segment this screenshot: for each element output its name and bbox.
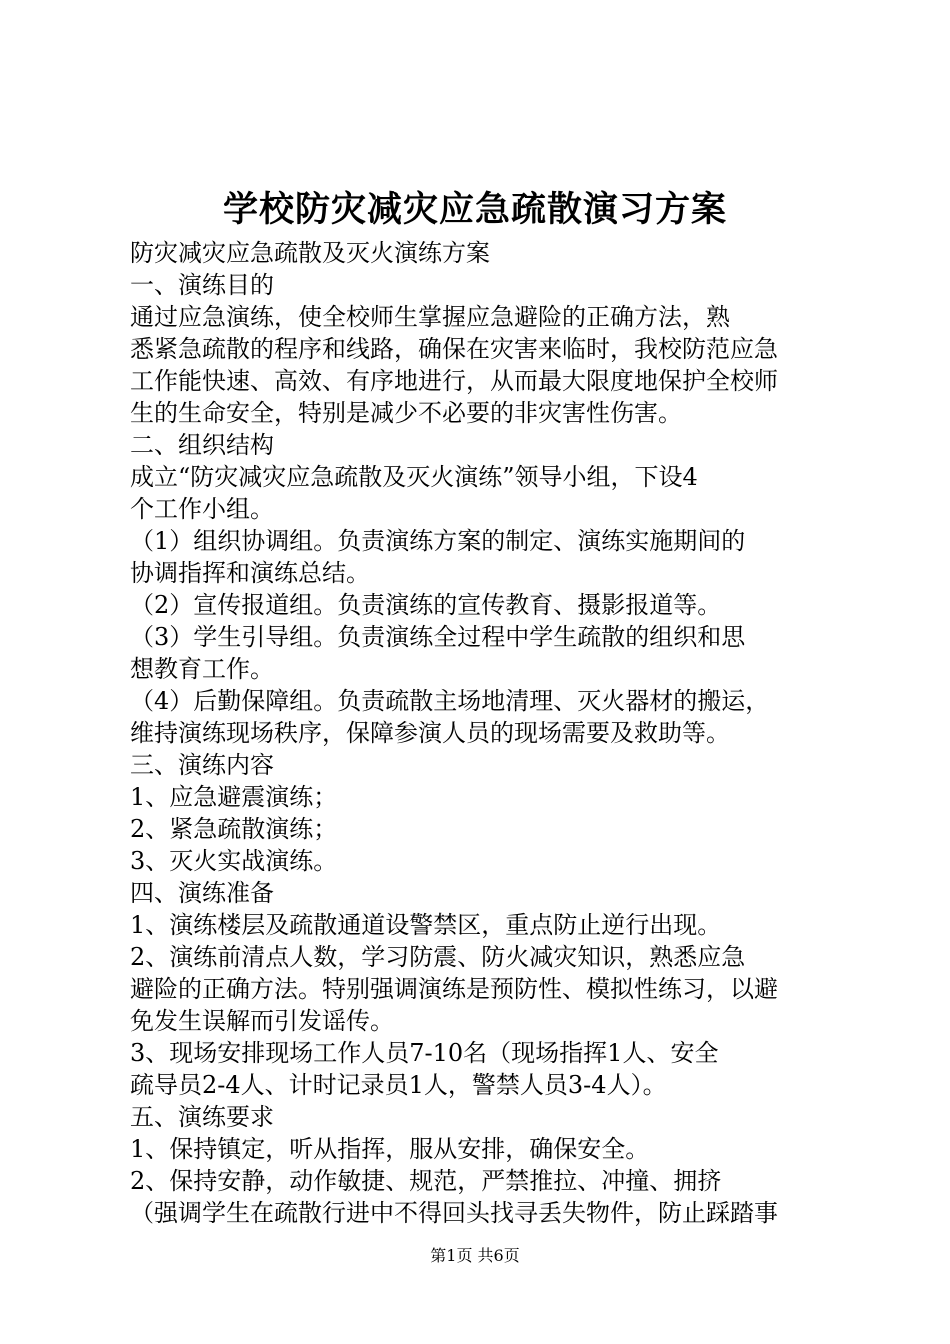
paragraph-line: 防灾减灾应急疏散及灭火演练方案 bbox=[130, 239, 490, 267]
paragraph-line: 1、应急避震演练； bbox=[130, 783, 338, 811]
paragraph-line: 2、保持安静，动作敏捷、规范，严禁推拉、冲撞、拥挤 bbox=[130, 1167, 722, 1195]
paragraph-line: （1）组织协调组。负责演练方案的制定、演练实施期间的 bbox=[130, 527, 746, 555]
paragraph-line: 3、现场安排现场工作人员7-10名（现场指挥1人、安全 bbox=[130, 1039, 719, 1067]
paragraph-line: 维持演练现场秩序，保障参演人员的现场需要及救助等。 bbox=[130, 719, 730, 747]
paragraph-line: 2、演练前清点人数，学习防震、防火减灾知识，熟悉应急 bbox=[130, 943, 746, 971]
paragraph-line: 四、演练准备 bbox=[130, 879, 274, 907]
paragraph-line: 通过应急演练，使全校师生掌握应急避险的正确方法，熟 bbox=[130, 303, 730, 331]
paragraph-line: 成立“防灾减灾应急疏散及灭火演练”领导小组，下设4 bbox=[130, 463, 698, 491]
paragraph-line: （3）学生引导组。负责演练全过程中学生疏散的组织和思 bbox=[130, 623, 746, 651]
paragraph-line: 一、演练目的 bbox=[130, 271, 274, 299]
paragraph-line: 生的生命安全，特别是减少不必要的非灾害性伤害。 bbox=[130, 399, 682, 427]
paragraph-line: 1、保持镇定，听从指挥，服从安排，确保安全。 bbox=[130, 1135, 650, 1163]
paragraph-line: 个工作小组。 bbox=[130, 495, 274, 523]
paragraph-line: 悉紧急疏散的程序和线路，确保在灾害来临时，我校防范应急 bbox=[130, 335, 778, 363]
paragraph-line: 五、演练要求 bbox=[130, 1103, 274, 1131]
paragraph-line: 免发生误解而引发谣传。 bbox=[130, 1007, 394, 1035]
paragraph-line: 想教育工作。 bbox=[130, 655, 274, 683]
paragraph-line: 1、演练楼层及疏散通道设警禁区，重点防止逆行出现。 bbox=[130, 911, 722, 939]
paragraph-line: 工作能快速、高效、有序地进行，从而最大限度地保护全校师 bbox=[130, 367, 778, 395]
paragraph-line: （4）后勤保障组。负责疏散主场地清理、灭火器材的搬运， bbox=[130, 687, 770, 715]
document-title: 学校防灾减灾应急疏散演习方案 bbox=[222, 189, 727, 230]
paragraph-line: 协调指挥和演练总结。 bbox=[130, 559, 370, 587]
paragraph-line: 二、组织结构 bbox=[130, 431, 274, 459]
paragraph-line: （2）宣传报道组。负责演练的宣传教育、摄影报道等。 bbox=[130, 591, 722, 619]
paragraph-line: 疏导员2-4人、计时记录员1人，警禁人员3-4人）。 bbox=[130, 1071, 667, 1099]
page-footer: 第1页 共6页 bbox=[430, 1246, 520, 1265]
paragraph-line: 三、演练内容 bbox=[130, 751, 274, 779]
paragraph-line: 2、紧急疏散演练； bbox=[130, 815, 338, 843]
paragraph-line: 避险的正确方法。特别强调演练是预防性、模拟性练习，以避 bbox=[130, 975, 778, 1003]
paragraph-line: （强调学生在疏散行进中不得回头找寻丢失物件，防止踩踏事 bbox=[130, 1199, 778, 1227]
paragraph-line: 3、灭火实战演练。 bbox=[130, 847, 338, 875]
